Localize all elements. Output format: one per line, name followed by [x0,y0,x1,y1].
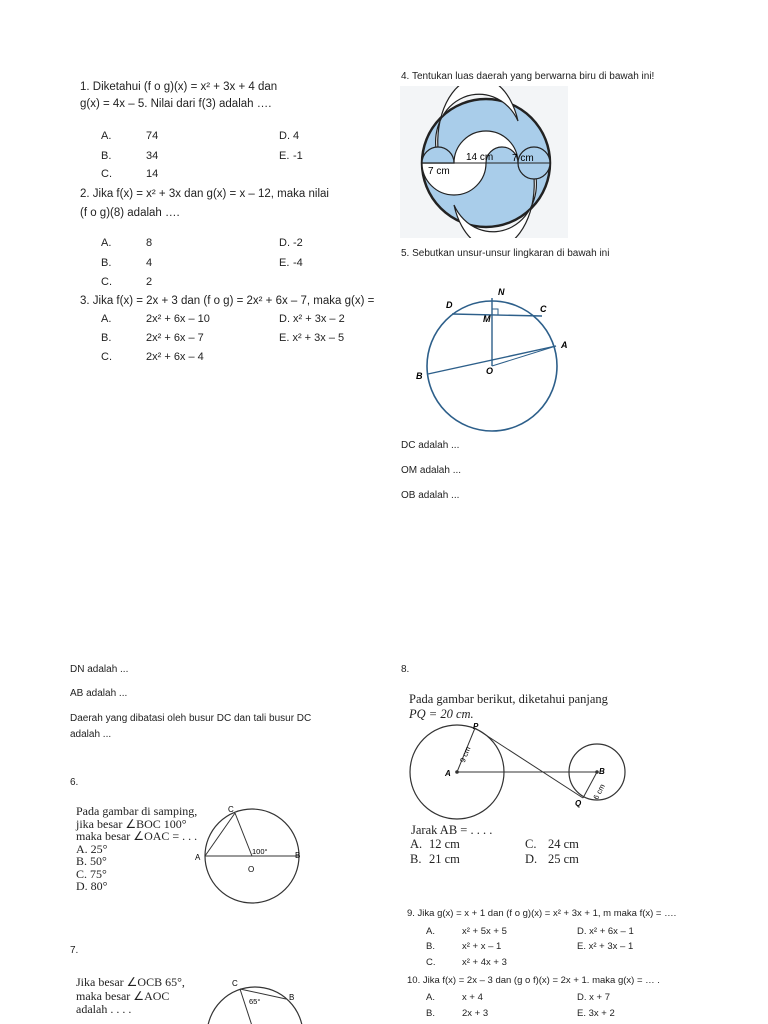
q3-opt-b: 2x² + 6x – 7 [146,332,204,344]
q8-label-q: Q [575,799,582,808]
q8-ask: Jarak AB = . . . . [411,823,493,837]
q9-text: 9. Jika g(x) = x + 1 dan (f o g)(x) = x² + 3x + 1, m maka f(x) = …. [407,908,677,919]
q8-opt-d-key: D. [525,852,538,866]
q2-opt-c-key: C. [101,276,112,288]
q1-opt-c: 14 [146,168,159,180]
q8-label-9cm: 9 cm [457,745,473,764]
q5-label-c: C [540,304,547,314]
q6-text [76,805,197,893]
q5-circle-figure [400,276,580,432]
q9-opt-b-key: B. [426,941,435,952]
q6-line2: jika besar ∠BOC 100° [76,816,187,831]
q10-opt-d: D. x + 7 [577,992,610,1003]
q8-label-b: B [599,767,605,776]
q4-label-7cm-left: 7 cm [428,166,450,177]
q8-text [409,692,608,722]
q7-text [76,976,185,1017]
q8-opt-a-key: A. [410,837,423,851]
q2-opt-d: -2 [293,237,303,249]
q5-label-m: M [483,314,491,324]
q6-opt-a: A. 25° [76,841,108,856]
q2-opt-e-key: E. [279,257,290,269]
q5-text: 5. Sebutkan unsur-unsur lingkaran di bawah ini [401,248,610,259]
q4-blue-region-figure [400,86,570,238]
q1-opt-a-key: A. [101,130,112,142]
q1-opt-b-key: B. [101,150,112,162]
om-prompt: OM adalah ... [401,465,462,476]
q7-line2: maka besar ∠AOC [76,988,170,1003]
q7-line3: adalah . . . . [76,1002,132,1016]
q9-opt-c-key: C. [426,957,436,968]
q10-text: 10. Jika f(x) = 2x – 3 dan (g o f)(x) = 2x + 1. maka g(x) = … . [407,975,660,986]
q1-opt-d-key: D. [279,130,290,142]
dc-prompt: DC adalah ... [401,440,460,451]
ob-prompt: OB adalah ... [401,490,460,501]
ab-prompt: AB adalah ... [70,688,128,699]
q4-label-14cm: 14 cm [466,152,494,163]
q6-line1: Pada gambar di samping, [76,804,198,818]
region-prompt-line2: adalah ... [70,729,112,740]
q1-opt-e-key: E. [279,150,290,162]
q2-line1: 2. Jika f(x) = x² + 3x dan g(x) = x – 12, maka nilai [80,188,329,200]
q1-line2: g(x) = 4x – 5. Nilai dari f(3) adalah …. [80,98,272,110]
q8-line1: Pada gambar berikut, diketahui panjang [409,692,608,706]
q8-opt-b-key: B. [410,852,422,866]
q6-number: 6. [70,777,79,788]
q6-opt-c: C. 75° [76,866,107,881]
q7-label-angle: 65° [249,997,261,1006]
q3-opt-c: 2x² + 6x – 4 [146,351,204,363]
q2-opt-d-key: D. [279,237,290,249]
q10-opt-a: x + 4 [462,992,483,1003]
q1-opt-c-key: C. [101,168,112,180]
q3-opt-b-key: B. [101,332,112,344]
q1-opt-e: -1 [293,150,303,162]
q6-line3: maka besar ∠OAC = . . . [76,829,198,843]
q5-label-b: B [416,371,423,381]
q6-label-a: A [195,853,201,862]
q8-opt-c: 24 cm [548,837,579,851]
q8-label-p: P [473,722,479,731]
q5-label-a: A [561,340,568,350]
region-prompt-line1: Daerah yang dibatasi oleh busur DC dan tali busur DC [70,713,312,724]
q1-line1: 1. Diketahui (f o g)(x) = x² + 3x + 4 dan [80,81,278,93]
q10-opt-e: E. 3x + 2 [577,1008,615,1019]
q5-label-n: N [498,287,505,297]
q2-opt-b: 4 [146,257,153,269]
q1-opt-b: 34 [146,150,159,162]
q2-opt-e: -4 [293,257,303,269]
q2-opt-a-key: A. [101,237,112,249]
q7-label-b: B [289,993,295,1002]
q5-label-d: D [446,300,453,310]
q2-line2: (f o g)(8) adalah …. [80,207,180,219]
q8-line2: PQ = 20 cm. [409,707,474,721]
q2-opt-c: 2 [146,276,153,288]
q6-circle-figure [195,800,310,910]
q6-label-o: O [248,865,255,874]
q3-opt-d: D. x² + 3x – 2 [279,313,345,325]
dn-prompt: DN adalah ... [70,664,129,675]
q8-tangent-circles-figure [405,722,635,822]
q6-label-b: B [295,851,301,860]
q4-text: 4. Tentukan luas daerah yang berwarna biru di bawah ini! [401,71,655,82]
q9-opt-a: x² + 5x + 5 [462,926,507,937]
q9-opt-b: x² + x – 1 [462,941,502,952]
q6-label-c: C [228,805,234,814]
q7-label-c: C [232,979,238,988]
q4-label-7cm-right: 7 cm [512,153,534,164]
q3-line1: 3. Jika f(x) = 2x + 3 dan (f o g) = 2x² + 6x – 7, maka g(x) = [80,295,375,307]
q6-opt-d: D. 80° [76,879,108,893]
q2-opt-b-key: B. [101,257,112,269]
q3-opt-a-key: A. [101,313,112,325]
q9-opt-a-key: A. [426,926,435,937]
q9-opt-c: x² + 4x + 3 [462,957,507,968]
q8-opt-b: 21 cm [429,852,460,866]
q1-opt-a: 74 [146,130,159,142]
q8-label-6cm: 6 cm [591,782,607,802]
q1-opt-d: 4 [293,130,300,142]
q8-opt-a: 12 cm [429,837,460,851]
q10-opt-b-key: B. [426,1008,435,1019]
q7-number: 7. [70,945,79,956]
q6-label-angle: 100° [252,847,268,856]
q8-label-a: A [445,769,451,778]
q5-label-o: O [486,366,494,376]
q2-opt-a: 8 [146,237,153,249]
q10-opt-b: 2x + 3 [462,1008,489,1019]
q3-opt-e: E. x² + 3x – 5 [279,332,345,344]
q10-opt-a-key: A. [426,992,435,1003]
q7-line1: Jika besar ∠OCB 65°, [76,975,185,989]
q3-opt-c-key: C. [101,351,112,363]
q3-opt-a: 2x² + 6x – 10 [146,313,210,325]
q8-number: 8. [401,664,410,675]
q9-opt-d: D. x² + 6x – 1 [577,926,634,937]
q8-opt-c-key: C. [525,837,537,851]
q7-circle-figure [200,975,310,1024]
q8-opt-d: 25 cm [548,852,579,866]
q9-opt-e: E. x² + 3x – 1 [577,941,634,952]
q6-opt-b: B. 50° [76,854,107,868]
